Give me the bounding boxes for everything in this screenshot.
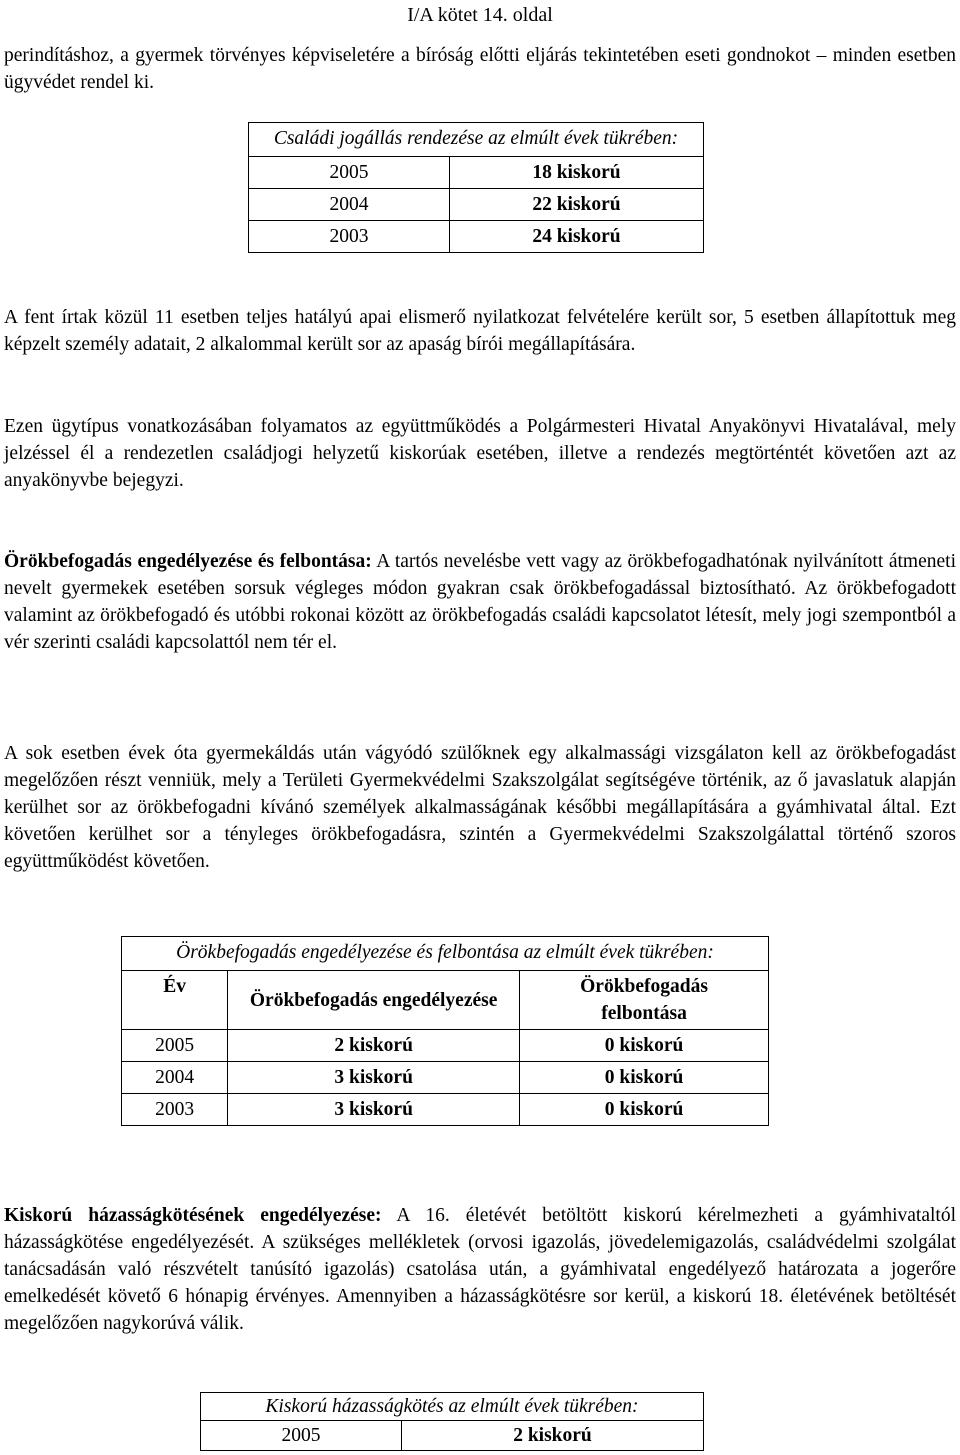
table-row (122, 1094, 769, 1126)
year-cell: 2004 (122, 1062, 228, 1094)
value-cell: 24 kiskorú (450, 221, 704, 253)
paragraph-intro: perindításhoz, a gyermek törvényes képviseletére a bíróság előtti eljárás tekintetében eseti gondnokot – minden esetben ügyvédet rendel ki. (4, 45, 956, 93)
paragraph-adoption-process: A sok esetben évek óta gyermekáldás után vágyódó szülőknek egy alkalmassági vizsgálaton kell az örökbefogadást megelőzően részt venniük, mely a Területi Gyermekvédelmi Szakszolgálat segítségéve történik, az ő javaslatuk alapján kerülhet sor az örökbefogadni kívánó személyek alkalmasságának későbbi megállapítására a gyámhivatal által. Ezt követően kerülhet sor a tényleges örökbefogadásra, szintén a Gyermekvédelmi Szakszolgálattal történő szoros együttműködést követően. (4, 743, 956, 872)
approved-cell: 3 kiskorú (228, 1094, 520, 1126)
paragraph-text: A 16. életévét betöltött kiskorú kérelmezheti a gyámhivataltól házasságkötése engedélyezését. A szükséges mellékletek (orvosi igazolás, jövedelemigazolás, családvédelmi szolgálat tanácsadásán való részvételt tanúsító igazolás) csatolása után, a gyámhivatal engedélyező határozata a jogerőre emelkedését követő 6 hónapig érvényes. Amennyiben a házasságkötésre sor kerül, a kiskorú 18. életévének betöltését megelőzően nagykorúvá válik. (4, 1205, 956, 1334)
dissolved-cell: 0 kiskorú (520, 1094, 769, 1126)
value-cell: 22 kiskorú (450, 189, 704, 221)
table-caption: Családi jogállás rendezése az elmúlt évek tükrében: (249, 123, 704, 157)
year-cell: 2004 (249, 189, 450, 221)
column-header: Örökbefogadás engedélyezése (228, 971, 520, 1030)
year-cell: 2005 (201, 1421, 402, 1451)
paragraph-text: A tartós nevelésbe vett vagy az örökbefogadhatónak nyilvánított átmeneti nevelt gyermekek esetében sorsuk végleges módon gyakran csak örökbefogadással biztosítható. Az örökbefogadott valamint az örökbefogadó és utóbbi rokonai között az örökbefogadás családi kapcsolatot létesít, mely jogi szempontból a vér szerinti családi kapcsolattól nem tér el. (4, 551, 956, 653)
dissolved-cell: 0 kiskorú (520, 1062, 769, 1094)
value-cell: 18 kiskorú (450, 157, 704, 189)
value-cell: 2 kiskorú (402, 1421, 704, 1451)
approved-cell: 3 kiskorú (228, 1062, 520, 1094)
table-row (249, 157, 704, 189)
table-caption: Kiskorú házasságkötés az elmúlt évek tükrében: (201, 1393, 704, 1421)
year-cell: 2005 (249, 157, 450, 189)
paragraph-minor-marriage (4, 1202, 956, 1337)
paragraph-cooperation: Ezen ügytípus vonatkozásában folyamatos az együttműködés a Polgármesteri Hivatal Anyakönyvi Hivatalával, mely jelzéssel él a rendezetlen családjogi helyzetű kiskorúak esetében, illetve a rendezés megtörténtét követően azt az anyakönyvbe bejegyzi. (4, 416, 956, 491)
paragraph-adoption (4, 548, 956, 656)
page-header: I/A kötet 14. oldal (407, 4, 553, 26)
year-cell: 2003 (249, 221, 450, 253)
column-header: Év (122, 971, 228, 1030)
table-row (201, 1421, 704, 1451)
table-caption: Örökbefogadás engedélyezése és felbontása az elmúlt évek tükrében: (122, 937, 769, 971)
table-row (249, 221, 704, 253)
section-heading: Kiskorú házasságkötésének engedélyezése: (4, 1205, 382, 1226)
table-minor-marriage (200, 1392, 704, 1451)
approved-cell: 2 kiskorú (228, 1030, 520, 1062)
paragraph-recognition: A fent írtak közül 11 esetben teljes hatályú apai elismerő nyilatkozat felvételére került sor, 5 esetben állapítottuk meg képzelt személy adatait, 2 alkalommal került sor az apaság bírói megállapítására. (4, 307, 956, 355)
table-header-row (122, 971, 769, 1030)
column-header: Örökbefogadás felbontása (520, 971, 769, 1030)
table-row (249, 189, 704, 221)
table-row (122, 1062, 769, 1094)
section-heading: Örökbefogadás engedélyezése és felbontása: (4, 551, 372, 572)
table-row (122, 1030, 769, 1062)
dissolved-cell: 0 kiskorú (520, 1030, 769, 1062)
year-cell: 2005 (122, 1030, 228, 1062)
table-adoption (121, 936, 769, 1126)
year-cell: 2003 (122, 1094, 228, 1126)
table-family-status (248, 122, 704, 253)
